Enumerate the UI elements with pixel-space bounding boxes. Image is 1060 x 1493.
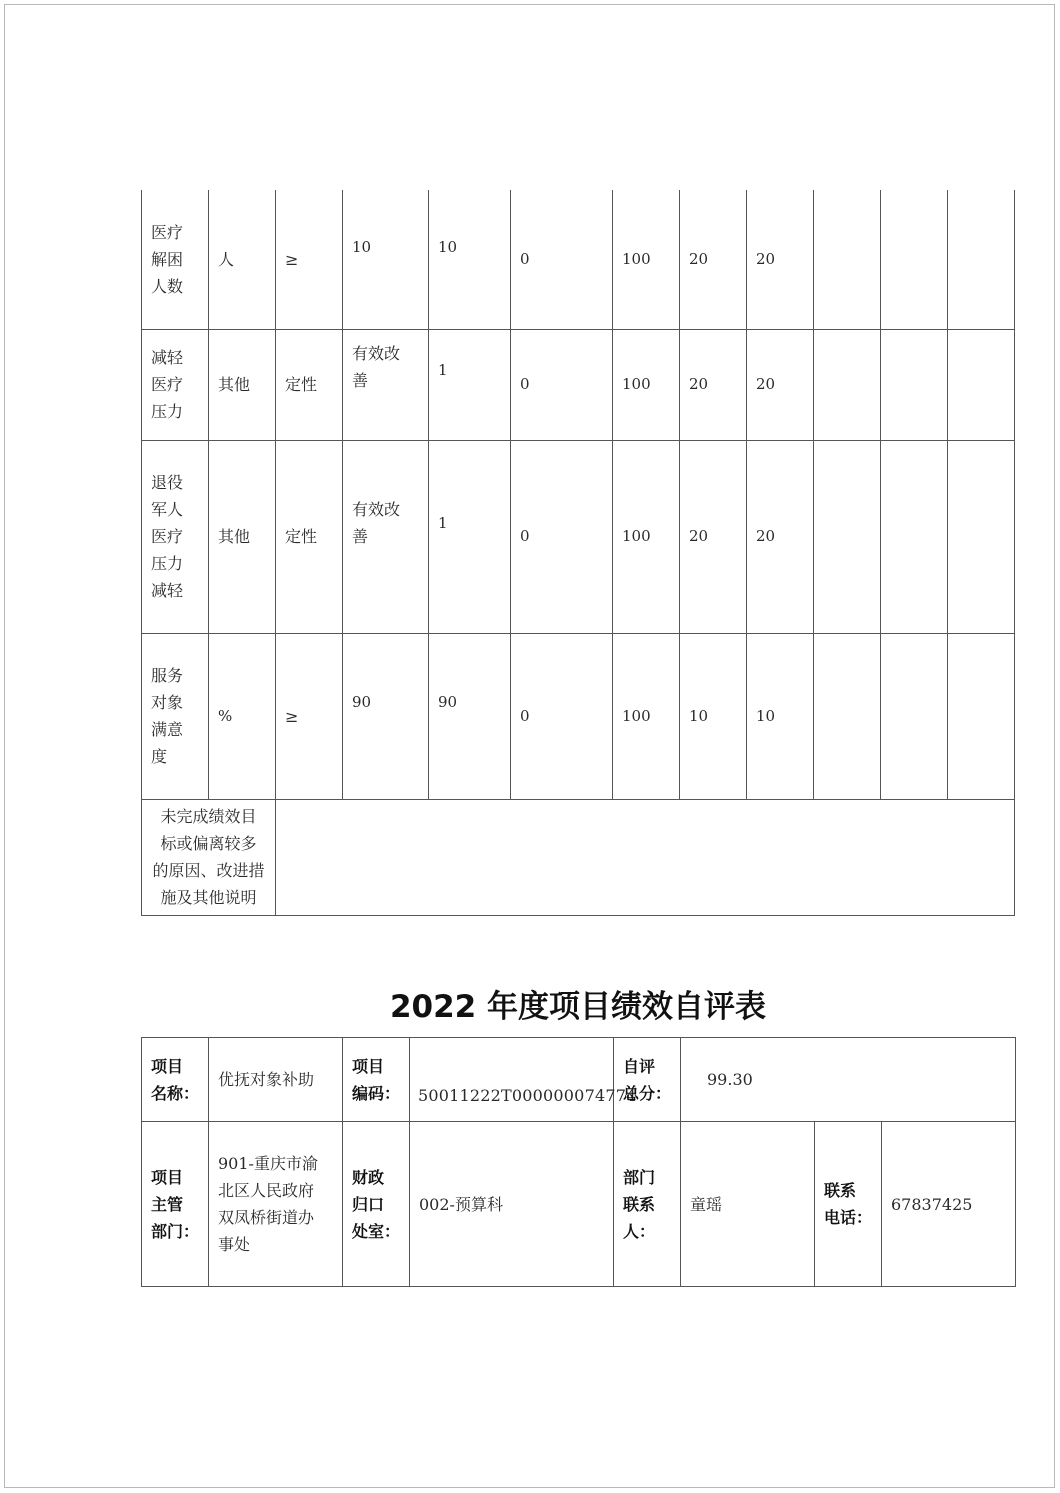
indicator-deviation: 0: [511, 190, 613, 329]
table-row: [142, 1122, 1016, 1287]
empty-cell: [948, 633, 1015, 799]
indicator-score: 20: [747, 440, 814, 633]
project-name-value: 优抚对象补助: [209, 1038, 343, 1122]
finance-label: 财政 归口 处室：: [343, 1122, 410, 1287]
indicator-rate: 100: [613, 329, 680, 440]
indicator-rate: 100: [613, 190, 680, 329]
indicator-deviation: 0: [511, 329, 613, 440]
indicator-unit: 其他: [209, 329, 276, 440]
indicator-nature: 定性: [276, 440, 343, 633]
indicator-name: 医疗 解困 人数: [142, 190, 209, 329]
indicator-actual: 1: [429, 329, 511, 440]
contact-value: 童瑶: [681, 1122, 815, 1287]
indicator-weight: 20: [680, 190, 747, 329]
empty-cell: [814, 440, 881, 633]
remark-label: 未完成绩效目 标或偏离较多 的原因、改进措 施及其他说明: [142, 799, 276, 915]
empty-cell: [948, 329, 1015, 440]
indicator-score: 10: [747, 633, 814, 799]
project-info-table: [141, 1037, 1016, 1287]
table-row: [142, 633, 1015, 799]
empty-cell: [881, 633, 948, 799]
indicator-nature: 定性: [276, 329, 343, 440]
phone-label: 联系 电话：: [815, 1122, 882, 1287]
remark-value: [276, 799, 1015, 915]
indicator-weight: 20: [680, 440, 747, 633]
empty-cell: [948, 440, 1015, 633]
indicator-name: 退役 军人 医疗 压力 减轻: [142, 440, 209, 633]
dept-value: 901-重庆市渝 北区人民政府 双凤桥街道办 事处: [209, 1122, 343, 1287]
indicator-score: 20: [747, 329, 814, 440]
indicator-table: [141, 190, 1015, 916]
indicator-deviation: 0: [511, 440, 613, 633]
indicator-name: 减轻 医疗 压力: [142, 329, 209, 440]
empty-cell: [814, 633, 881, 799]
dept-label: 项目 主管 部门：: [142, 1122, 209, 1287]
finance-value: 002-预算科: [410, 1122, 614, 1287]
table-row: [142, 329, 1015, 440]
indicator-unit: 其他: [209, 440, 276, 633]
indicator-actual: 90: [429, 633, 511, 799]
empty-cell: [814, 329, 881, 440]
contact-label: 部门 联系 人：: [614, 1122, 681, 1287]
empty-cell: [948, 190, 1015, 329]
indicator-rate: 100: [613, 440, 680, 633]
indicator-target: 10: [343, 190, 429, 329]
project-name-label: 项目 名称：: [142, 1038, 209, 1122]
indicator-actual: 1: [429, 440, 511, 633]
table-row: [142, 440, 1015, 633]
indicator-target: 90: [343, 633, 429, 799]
indicator-nature: ≥: [276, 633, 343, 799]
indicator-deviation: 0: [511, 633, 613, 799]
total-score-label: 自评 总分：: [614, 1038, 681, 1122]
empty-cell: [881, 190, 948, 329]
indicator-score: 20: [747, 190, 814, 329]
project-code-label: 项目 编码：: [343, 1038, 410, 1122]
page-title: 2022 年度项目绩效自评表: [389, 989, 767, 1025]
phone-value: 67837425: [882, 1122, 1016, 1287]
project-code-value: 50011222T000000074774: [410, 1038, 614, 1122]
indicator-nature: ≥: [276, 190, 343, 329]
indicator-weight: 20: [680, 329, 747, 440]
indicator-actual: 10: [429, 190, 511, 329]
empty-cell: [814, 190, 881, 329]
empty-cell: [881, 329, 948, 440]
indicator-target: 有效改 善: [343, 440, 429, 633]
indicator-rate: 100: [613, 633, 680, 799]
indicator-weight: 10: [680, 633, 747, 799]
indicator-name: 服务 对象 满意 度: [142, 633, 209, 799]
indicator-unit: %: [209, 633, 276, 799]
remark-row: [142, 799, 1015, 915]
empty-cell: [881, 440, 948, 633]
total-score-value: 99.30: [681, 1038, 1016, 1122]
indicator-target: 有效改 善: [343, 329, 429, 440]
indicator-unit: 人: [209, 190, 276, 329]
table-row: [142, 1038, 1016, 1122]
table-row: [142, 190, 1015, 329]
